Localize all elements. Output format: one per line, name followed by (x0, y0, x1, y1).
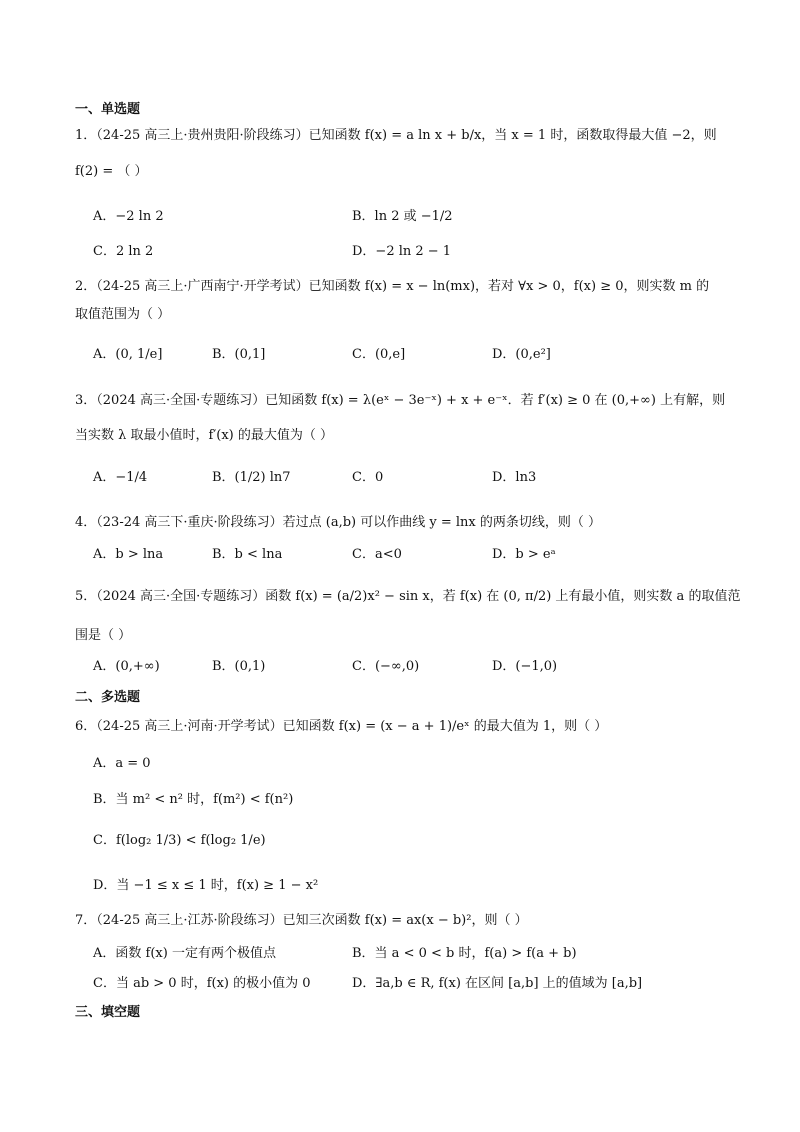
question-6-option-d[interactable]: D．当 −1 ≤ x ≤ 1 时，f(x) ≥ 1 − x² (93, 878, 319, 893)
question-6-line1: 6．（24-25 高三上·河南·开学考试）已知函数 f(x) = (x − a + 1)/eˣ 的最大值为 1，则（ ） (75, 719, 608, 734)
question-3-option-a[interactable]: A．−1/4 (93, 470, 148, 485)
question-1-option-d[interactable]: D．−2 ln 2 − 1 (352, 244, 452, 259)
question-3-option-d[interactable]: D．ln3 (492, 470, 537, 485)
question-4-option-c[interactable]: C．a<0 (352, 547, 402, 562)
question-7-option-b[interactable]: B．当 a < 0 < b 时，f(a) > f(a + b) (352, 946, 577, 961)
question-7-option-a[interactable]: A．函数 f(x) 一定有两个极值点 (93, 946, 276, 961)
question-6-option-a[interactable]: A．a = 0 (93, 756, 151, 771)
question-1-option-b[interactable]: B．ln 2 或 −1/2 (352, 209, 453, 224)
question-3-option-c[interactable]: C．0 (352, 470, 384, 485)
question-2-option-d[interactable]: D．(0,e²] (492, 347, 551, 362)
question-4-option-b[interactable]: B．b < lna (212, 547, 283, 562)
question-6-option-c[interactable]: C．f(log₂ 1/3) < f(log₂ 1/e) (93, 833, 266, 848)
question-5-option-d[interactable]: D．(−1,0) (492, 659, 558, 674)
question-1-option-c[interactable]: C．2 ln 2 (93, 244, 154, 259)
question-7-line1: 7．（24-25 高三上·江苏·阶段练习）已知三次函数 f(x) = ax(x − b)²，则（ ） (75, 913, 528, 928)
question-2-option-c[interactable]: C．(0,e] (352, 347, 406, 362)
question-5-option-c[interactable]: C．(−∞,0) (352, 659, 420, 674)
question-5-option-b[interactable]: B．(0,1) (212, 659, 266, 674)
question-5-line1: 5．（2024 高三·全国·专题练习）函数 f(x) = (a/2)x² − sin x，若 f(x) 在 (0, π/2) 上有最小值，则实数 a 的取值范 (75, 589, 741, 604)
question-7-option-c[interactable]: C．当 ab > 0 时，f(x) 的极小值为 0 (93, 976, 311, 991)
question-1-option-a[interactable]: A．−2 ln 2 (93, 209, 164, 224)
question-5-line2: 围是（ ） (75, 628, 132, 643)
question-2-option-b[interactable]: B．(0,1] (212, 347, 266, 362)
question-4-option-a[interactable]: A．b > lna (93, 547, 164, 562)
question-5-option-a[interactable]: A．(0,+∞) (93, 659, 160, 674)
section-multiple-choice: 二、多选题 (75, 690, 141, 705)
question-1-line2: f(2) = （ ） (75, 164, 148, 179)
question-6-option-b[interactable]: B．当 m² < n² 时，f(m²) < f(n²) (93, 792, 294, 807)
section-single-choice: 一、单选题 (75, 102, 141, 117)
section-fill-in-blank: 三、填空题 (75, 1005, 141, 1020)
question-3-line1: 3．（2024 高三·全国·专题练习）已知函数 f(x) = λ(eˣ − 3e⁻ˣ) + x + e⁻ˣ．若 f′(x) ≥ 0 在 (0,+∞) 上有解，则 (75, 393, 726, 408)
question-2-line1: 2．（24-25 高三上·广西南宁·开学考试）已知函数 f(x) = x − ln(mx)，若对 ∀x > 0，f(x) ≥ 0，则实数 m 的 (75, 279, 710, 294)
question-1-line1: 1．（24-25 高三上·贵州贵阳·阶段练习）已知函数 f(x) = a ln x + b/x，当 x = 1 时，函数取得最大值 −2，则 (75, 128, 717, 143)
question-3-option-b[interactable]: B．(1/2) ln7 (212, 470, 291, 485)
question-4-option-d[interactable]: D．b > eᵃ (492, 547, 556, 562)
question-2-option-a[interactable]: A．(0, 1/e] (93, 347, 163, 362)
question-3-line2: 当实数 λ 取最小值时，f′(x) 的最大值为（ ） (75, 428, 334, 443)
question-4-line1: 4．（23-24 高三下·重庆·阶段练习）若过点 (a,b) 可以作曲线 y = lnx 的两条切线，则（ ） (75, 515, 602, 530)
question-2-line2: 取值范围为（ ） (75, 307, 171, 322)
question-7-option-d[interactable]: D．∃a,b ∈ R, f(x) 在区间 [a,b] 上的值域为 [a,b] (352, 976, 643, 991)
